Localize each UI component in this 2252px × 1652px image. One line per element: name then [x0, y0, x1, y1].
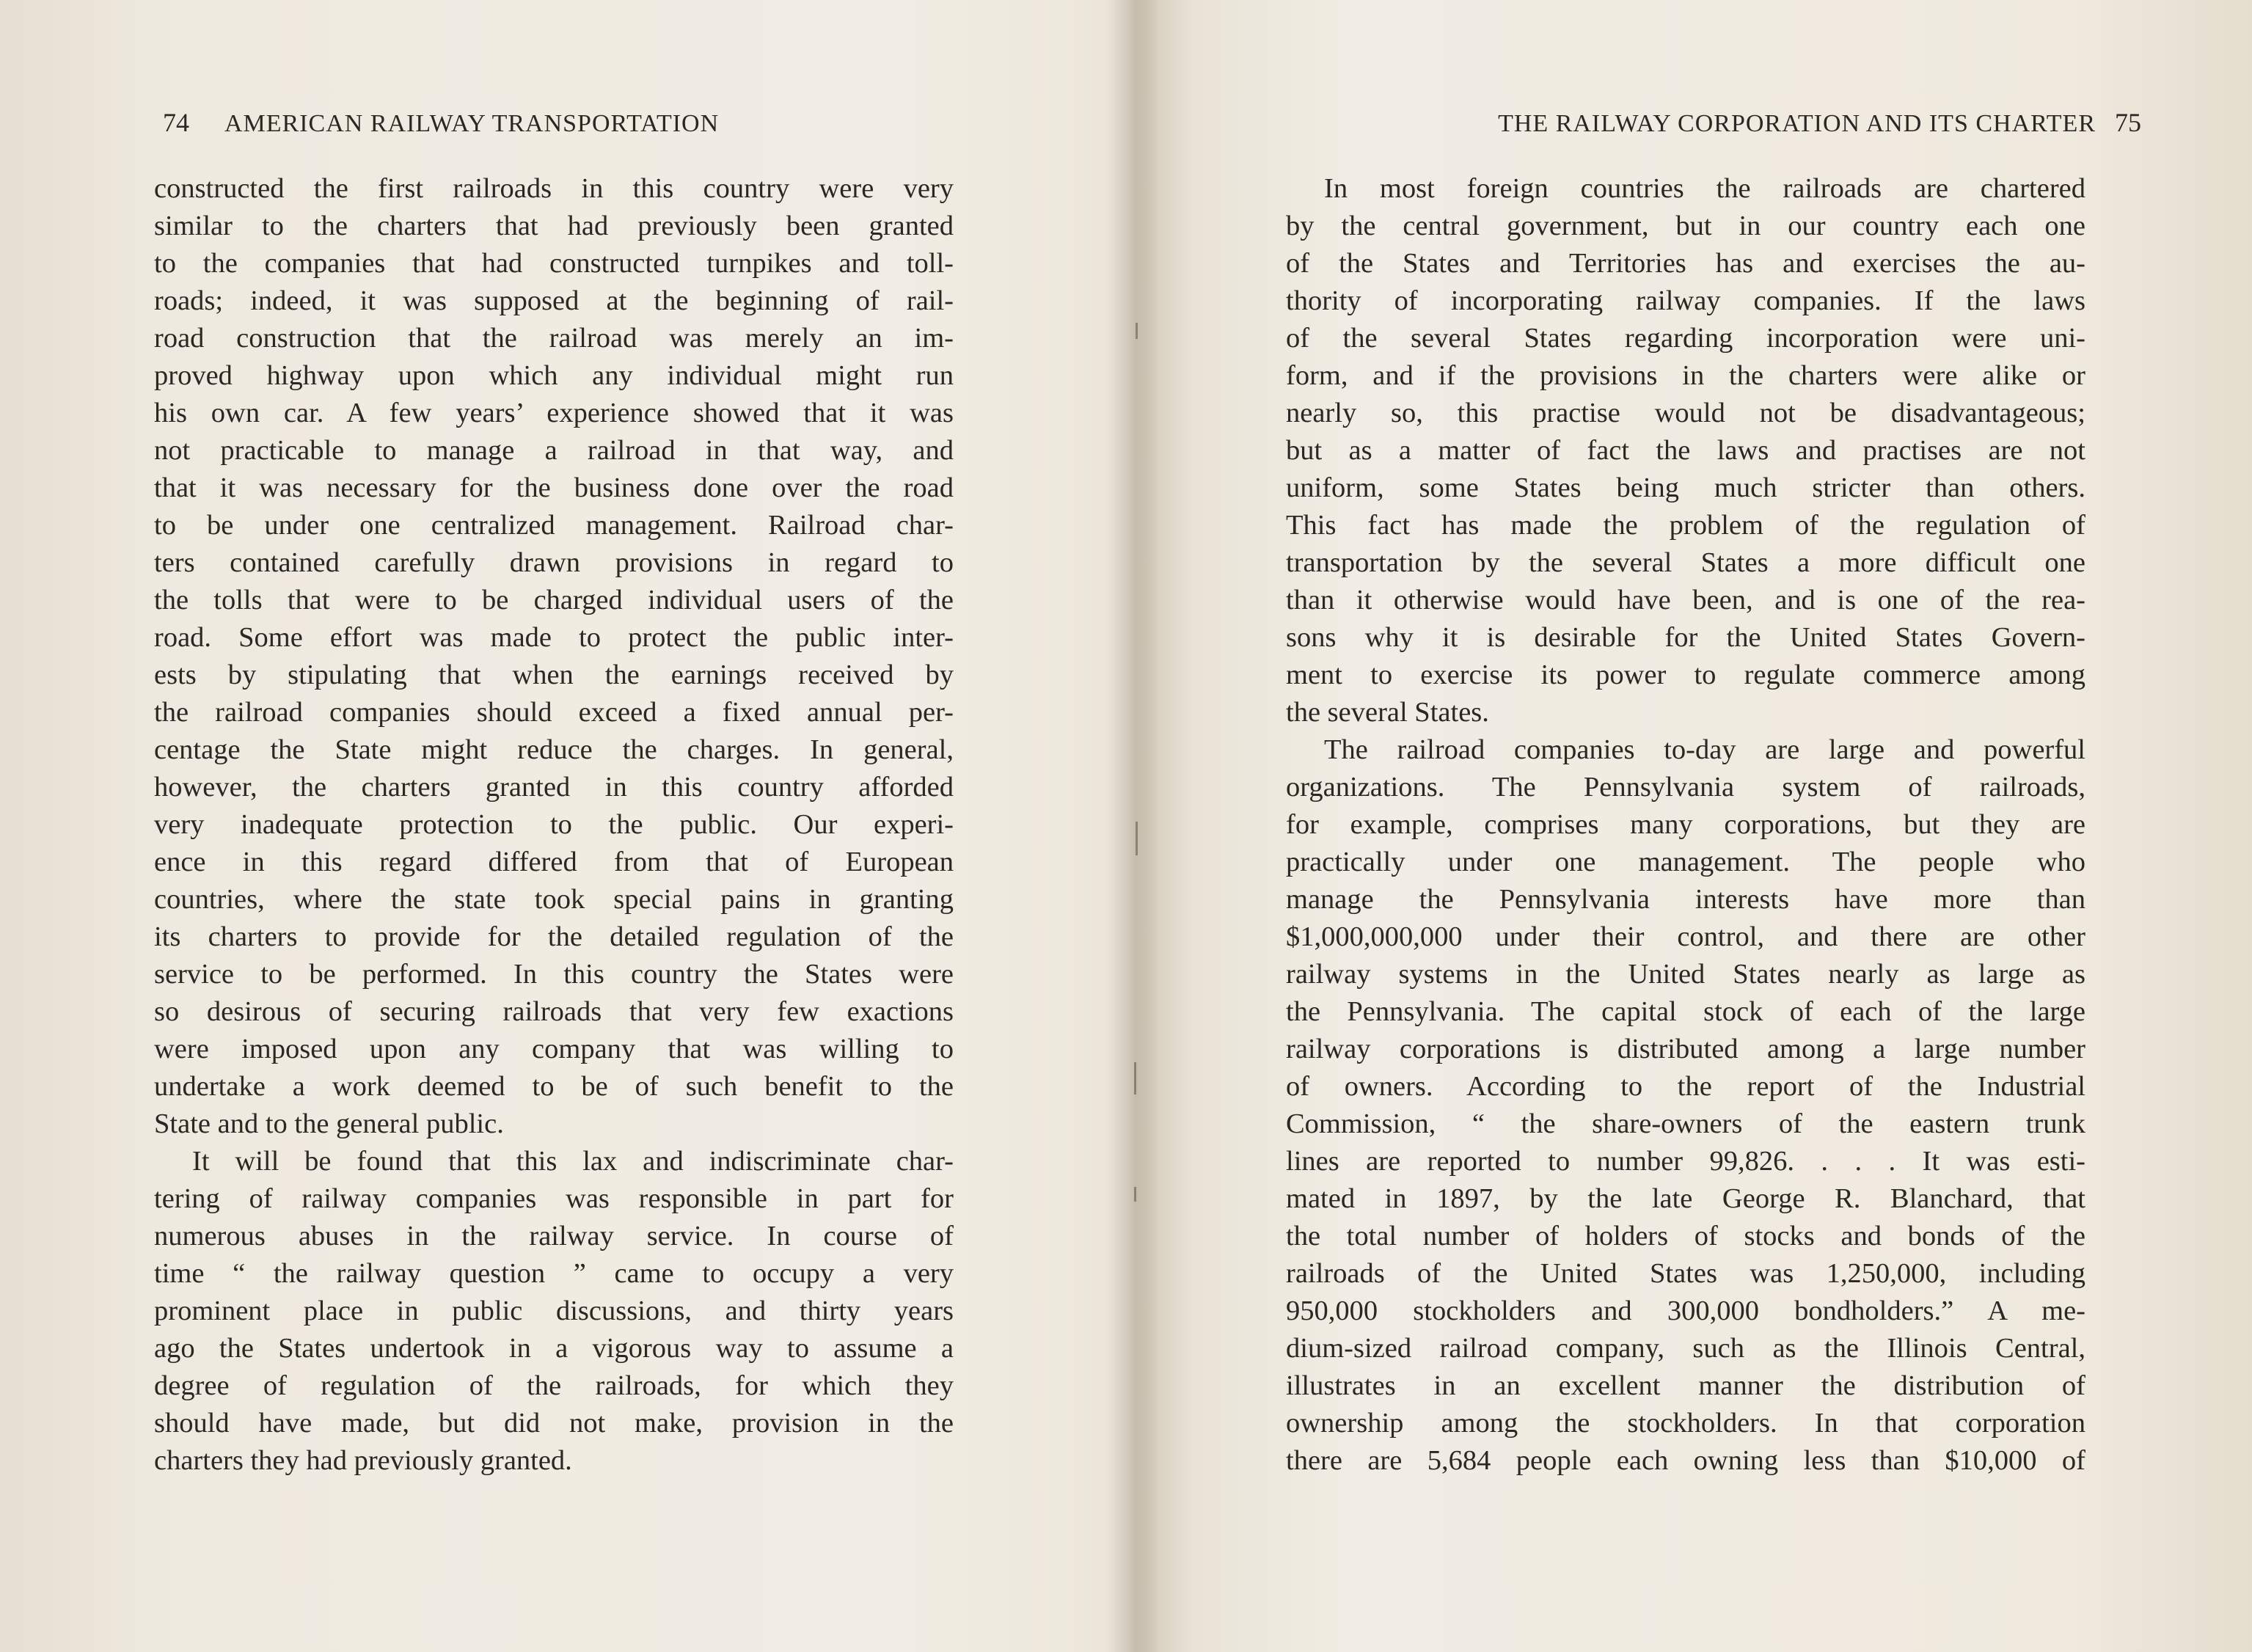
- text-line: prominent place in public discussions, and thirty years: [154, 1295, 954, 1326]
- text-line: It will be found that this lax and indiscriminate char-: [192, 1146, 954, 1177]
- text-line: road construction that the railroad was merely an im-: [154, 323, 954, 354]
- text-line: uniform, some States being much stricter than others.: [1286, 472, 2085, 503]
- text-line: to the companies that had constructed turnpikes and toll-: [154, 248, 954, 279]
- text-line: 950,000 stockholders and 300,000 bondholders.” A me-: [1286, 1295, 2085, 1326]
- text-line: centage the State might reduce the charges. In general,: [154, 734, 954, 765]
- text-line: that it was necessary for the business done over the road: [154, 472, 954, 503]
- text-line: its charters to provide for the detailed regulation of the: [154, 921, 954, 952]
- text-line: practically under one management. The people who: [1286, 847, 2085, 877]
- text-line: transportation by the several States a more difficult one: [1286, 547, 2085, 578]
- text-line: railroads of the United States was 1,250,000, including: [1286, 1258, 2085, 1289]
- text-line: the tolls that were to be charged individual users of the: [154, 585, 954, 615]
- text-line: undertake a work deemed to be of such benefit to the: [154, 1071, 954, 1102]
- text-line: degree of regulation of the railroads, for which they: [154, 1370, 954, 1401]
- text-line: similar to the charters that had previously been granted: [154, 211, 954, 241]
- text-line: of the several States regarding incorporation were uni-: [1286, 323, 2085, 354]
- text-line: ters contained carefully drawn provisions in regard to: [154, 547, 954, 578]
- text-line: service to be performed. In this country the States were: [154, 959, 954, 990]
- text-line: not practicable to manage a railroad in that way, and: [154, 435, 954, 466]
- text-line: ests by stipulating that when the earnings received by: [154, 659, 954, 690]
- text-line: sons why it is desirable for the United States Govern-: [1286, 622, 2085, 653]
- left-running-head: [163, 107, 962, 138]
- text-line: by the central government, but in our country each one: [1286, 211, 2085, 241]
- right-page-number: 75: [2115, 108, 2141, 137]
- right-running-title: THE RAILWAY CORPORATION AND ITS CHARTER: [1498, 110, 2096, 137]
- text-line: the several States.: [1286, 697, 1489, 728]
- text-line: In most foreign countries the railroads are chartered: [1324, 173, 2085, 204]
- text-line: Commission, “ the share-owners of the eastern trunk: [1286, 1108, 2085, 1139]
- text-line: tering of railway companies was responsible in part for: [154, 1183, 954, 1214]
- left-running-title: AMERICAN RAILWAY TRANSPORTATION: [224, 110, 720, 137]
- text-line: road. Some effort was made to protect the public inter-: [154, 622, 954, 653]
- text-line: numerous abuses in the railway service. In course of: [154, 1221, 954, 1251]
- text-line: mated in 1897, by the late George R. Blanchard, that: [1286, 1183, 2085, 1214]
- text-line: form, and if the provisions in the charters were alike or: [1286, 360, 2085, 391]
- text-line: countries, where the state took special pains in granting: [154, 884, 954, 915]
- text-line: ownership among the stockholders. In that corporation: [1286, 1408, 2085, 1439]
- text-line: however, the charters granted in this country afforded: [154, 772, 954, 803]
- text-line: but as a matter of fact the laws and practises are not: [1286, 435, 2085, 466]
- text-line: organizations. The Pennsylvania system of railroads,: [1286, 772, 2085, 803]
- text-line: charters they had previously granted.: [154, 1445, 572, 1476]
- text-line: were imposed upon any company that was willing to: [154, 1034, 954, 1064]
- text-line: for example, comprises many corporations, but they are: [1286, 809, 2085, 840]
- text-line: ence in this regard differed from that of European: [154, 847, 954, 877]
- text-line: the total number of holders of stocks and bonds of the: [1286, 1221, 2085, 1251]
- text-line: to be under one centralized management. Railroad char-: [154, 510, 954, 541]
- right-body-text: [1286, 170, 2085, 1480]
- text-line: the railroad companies should exceed a fixed annual per-: [154, 697, 954, 728]
- text-line: illustrates in an excellent manner the distribution of: [1286, 1370, 2085, 1401]
- text-line: railway systems in the United States nearly as large as: [1286, 959, 2085, 990]
- text-line: very inadequate protection to the public. Our experi-: [154, 809, 954, 840]
- text-line: should have made, but did not make, provision in the: [154, 1408, 954, 1439]
- text-line: so desirous of securing railroads that very few exactions: [154, 996, 954, 1027]
- text-line: manage the Pennsylvania interests have more than: [1286, 884, 2085, 915]
- text-line: The railroad companies to-day are large and powerful: [1324, 734, 2085, 765]
- text-line: his own car. A few years’ experience showed that it was: [154, 398, 954, 428]
- text-line: This fact has made the problem of the regulation of: [1286, 510, 2085, 541]
- left-page-number: 74: [163, 108, 189, 137]
- left-body-text: [154, 170, 954, 1480]
- text-line: $1,000,000,000 under their control, and there are other: [1286, 921, 2085, 952]
- text-line: thority of incorporating railway companies. If the laws: [1286, 285, 2085, 316]
- text-line: ment to exercise its power to regulate commerce among: [1286, 659, 2085, 690]
- right-running-head: [1342, 107, 2141, 138]
- text-line: roads; indeed, it was supposed at the beginning of rail-: [154, 285, 954, 316]
- text-line: than it otherwise would have been, and is one of the rea-: [1286, 585, 2085, 615]
- text-line: constructed the first railroads in this country were very: [154, 173, 954, 204]
- text-line: dium-sized railroad company, such as the Illinois Central,: [1286, 1333, 2085, 1364]
- text-line: the Pennsylvania. The capital stock of each of the large: [1286, 996, 2085, 1027]
- text-line: there are 5,684 people each owning less than $10,000 of: [1286, 1445, 2085, 1476]
- text-line: lines are reported to number 99,826. . . . It was esti-: [1286, 1146, 2085, 1177]
- text-line: of the States and Territories has and exercises the au-: [1286, 248, 2085, 279]
- text-line: of owners. According to the report of the Industrial: [1286, 1071, 2085, 1102]
- text-line: State and to the general public.: [154, 1108, 504, 1139]
- text-line: nearly so, this practise would not be disadvantageous;: [1286, 398, 2085, 428]
- right-page: [1126, 0, 2252, 1652]
- text-line: ago the States undertook in a vigorous way to assume a: [154, 1333, 954, 1364]
- text-line: time “ the railway question ” came to occupy a very: [154, 1258, 954, 1289]
- text-line: railway corporations is distributed among a large number: [1286, 1034, 2085, 1064]
- text-line: proved highway upon which any individual might run: [154, 360, 954, 391]
